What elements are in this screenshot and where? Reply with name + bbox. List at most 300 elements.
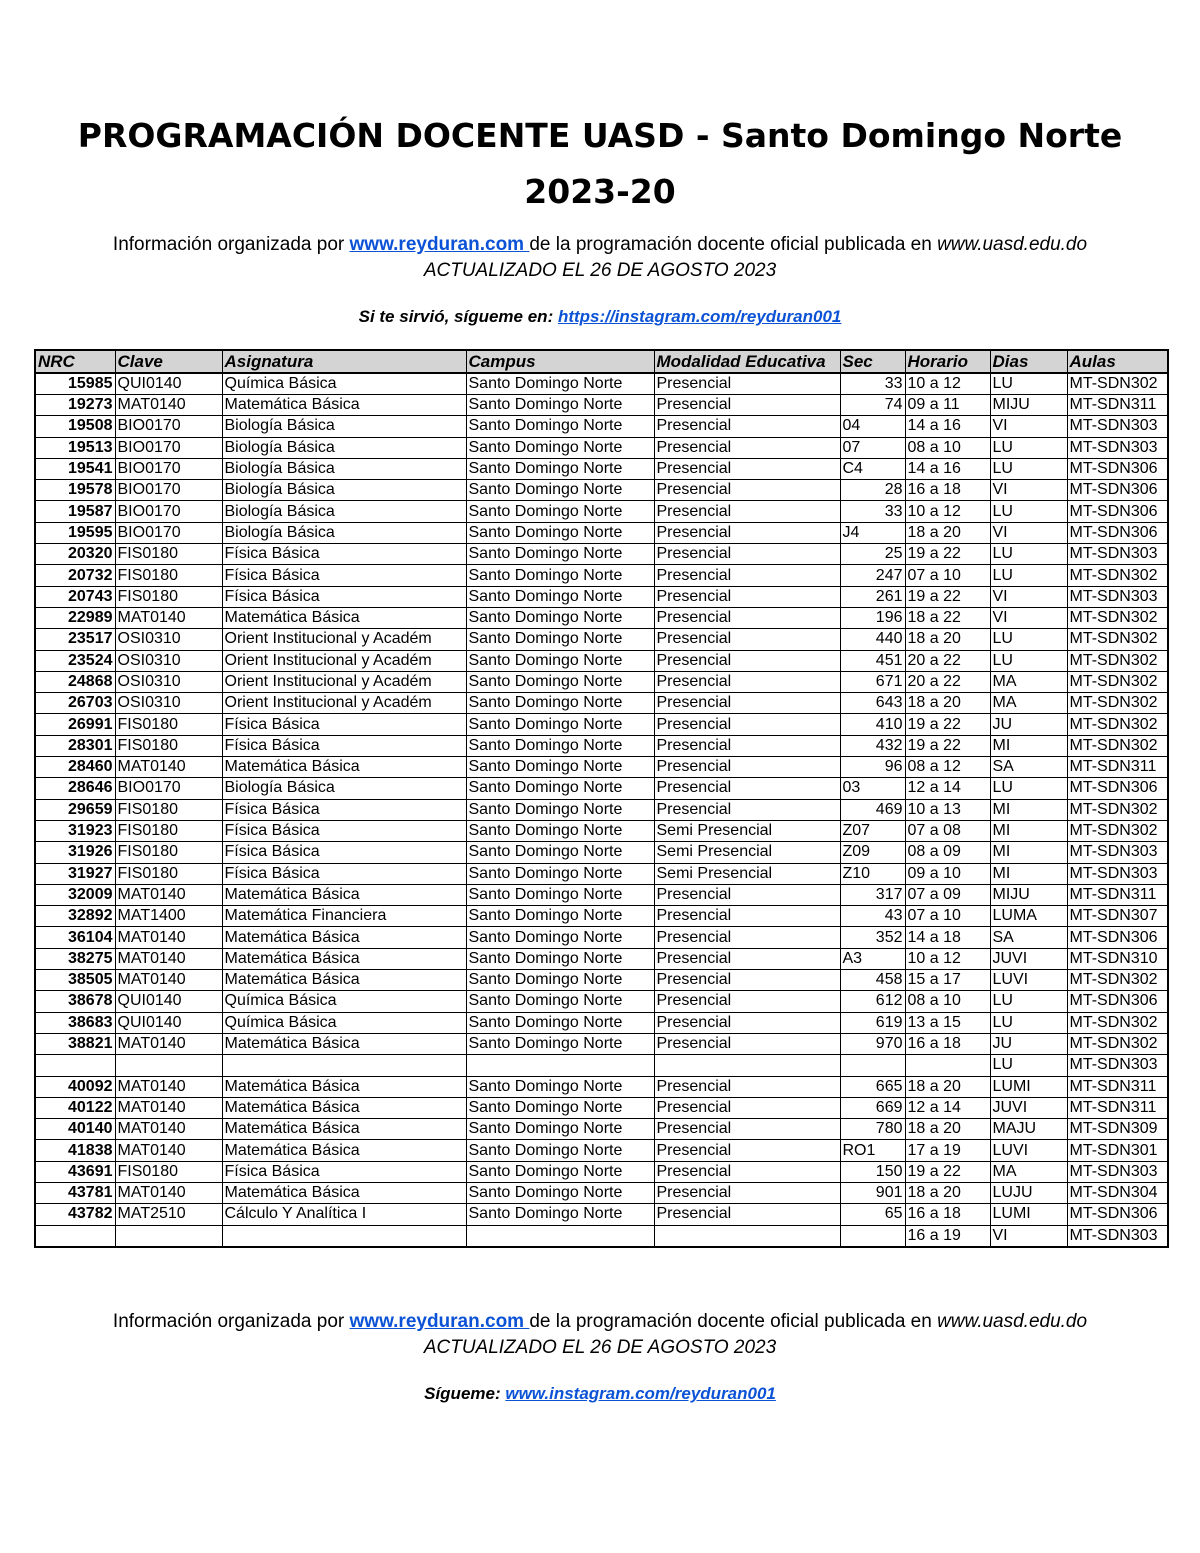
cell-aulas: MT-SDN303: [1067, 1055, 1168, 1076]
cell-sec: 612: [840, 991, 905, 1012]
cell-horario: 19 a 22: [905, 735, 990, 756]
title-line-2: 2023-20: [524, 172, 676, 211]
cell-aulas: MT-SDN303: [1067, 1161, 1168, 1182]
cell-asignatura: Biología Básica: [222, 437, 466, 458]
cell-modalidad: Presencial: [654, 927, 840, 948]
cell-horario: 18 a 20: [905, 693, 990, 714]
table-row: [35, 458, 1168, 479]
footer-follow-label: Sígueme:: [424, 1384, 506, 1403]
cell-aulas: MT-SDN303: [1067, 863, 1168, 884]
cell-dias: LU: [990, 458, 1067, 479]
cell-campus: Santo Domingo Norte: [466, 458, 654, 479]
cell-aulas: MT-SDN302: [1067, 1033, 1168, 1054]
cell-clave: MAT0140: [115, 395, 222, 416]
cell-aulas: MT-SDN302: [1067, 607, 1168, 628]
cell-horario: 19 a 22: [905, 586, 990, 607]
table-row: [35, 1161, 1168, 1182]
cell-modalidad: Presencial: [654, 416, 840, 437]
cell-dias: VI: [990, 480, 1067, 501]
cell-modalidad: Presencial: [654, 778, 840, 799]
table-row: [35, 395, 1168, 416]
cell-nrc: 38505: [35, 970, 115, 991]
cell-clave: MAT0140: [115, 1119, 222, 1140]
cell-modalidad: Presencial: [654, 757, 840, 778]
cell-campus: Santo Domingo Norte: [466, 1140, 654, 1161]
cell-horario: 16 a 18: [905, 480, 990, 501]
cell-asignatura: Física Básica: [222, 799, 466, 820]
table-row: [35, 906, 1168, 927]
table-row: [35, 970, 1168, 991]
cell-horario: 12 a 14: [905, 1097, 990, 1118]
column-header-asignatura: Asignatura: [222, 350, 466, 373]
cell-campus: Santo Domingo Norte: [466, 544, 654, 565]
cell-aulas: MT-SDN311: [1067, 1097, 1168, 1118]
cell-modalidad: Presencial: [654, 1161, 840, 1182]
cell-campus: Santo Domingo Norte: [466, 1012, 654, 1033]
cell-asignatura: Matemática Financiera: [222, 906, 466, 927]
cell-modalidad: Presencial: [654, 1012, 840, 1033]
cell-campus: Santo Domingo Norte: [466, 373, 654, 395]
cell-clave: FIS0180: [115, 1161, 222, 1182]
cell-clave: MAT0140: [115, 884, 222, 905]
cell-sec: 65: [840, 1204, 905, 1225]
cell-sec: Z10: [840, 863, 905, 884]
cell-horario: 07 a 10: [905, 565, 990, 586]
cell-asignatura: Matemática Básica: [222, 607, 466, 628]
cell-sec: 247: [840, 565, 905, 586]
cell-clave: BIO0170: [115, 522, 222, 543]
cell-campus: Santo Domingo Norte: [466, 671, 654, 692]
cell-asignatura: Orient Institucional y Académ: [222, 650, 466, 671]
table-row: [35, 757, 1168, 778]
cell-horario: 18 a 20: [905, 1076, 990, 1097]
cell-modalidad: Presencial: [654, 970, 840, 991]
cell-asignatura: Matemática Básica: [222, 1033, 466, 1054]
cell-horario: 07 a 09: [905, 884, 990, 905]
cell-horario: 10 a 12: [905, 373, 990, 395]
cell-dias: MIJU: [990, 884, 1067, 905]
cell-asignatura: [222, 1055, 466, 1076]
cell-asignatura: Física Básica: [222, 1161, 466, 1182]
cell-modalidad: Presencial: [654, 650, 840, 671]
cell-sec: 33: [840, 501, 905, 522]
cell-horario: 18 a 20: [905, 1119, 990, 1140]
cell-nrc: 19273: [35, 395, 115, 416]
updated-note: ACTUALIZADO EL 26 DE AGOSTO 2023: [423, 260, 777, 281]
cell-nrc: 15985: [35, 373, 115, 395]
cell-horario: 14 a 18: [905, 927, 990, 948]
cell-asignatura: Física Básica: [222, 820, 466, 841]
cell-dias: VI: [990, 586, 1067, 607]
cell-modalidad: Semi Presencial: [654, 863, 840, 884]
cell-aulas: MT-SDN302: [1067, 693, 1168, 714]
cell-dias: JUVI: [990, 1097, 1067, 1118]
cell-horario: 20 a 22: [905, 650, 990, 671]
cell-clave: FIS0180: [115, 714, 222, 735]
cell-aulas: MT-SDN307: [1067, 906, 1168, 927]
cell-asignatura: Química Básica: [222, 373, 466, 395]
cell-asignatura: Biología Básica: [222, 458, 466, 479]
cell-campus: Santo Domingo Norte: [466, 1119, 654, 1140]
cell-horario: 10 a 12: [905, 501, 990, 522]
cell-dias: JU: [990, 714, 1067, 735]
cell-sec: 451: [840, 650, 905, 671]
cell-clave: FIS0180: [115, 842, 222, 863]
cell-clave: MAT2510: [115, 1204, 222, 1225]
cell-nrc: 19587: [35, 501, 115, 522]
cell-sec: 96: [840, 757, 905, 778]
cell-modalidad: Presencial: [654, 1204, 840, 1225]
cell-dias: MI: [990, 820, 1067, 841]
cell-asignatura: Matemática Básica: [222, 1140, 466, 1161]
cell-horario: 08 a 12: [905, 757, 990, 778]
cell-nrc: 38821: [35, 1033, 115, 1054]
cell-dias: MA: [990, 671, 1067, 692]
cell-dias: LU: [990, 437, 1067, 458]
cell-aulas: MT-SDN311: [1067, 1076, 1168, 1097]
cell-sec: C4: [840, 458, 905, 479]
cell-asignatura: Química Básica: [222, 991, 466, 1012]
footer-uasd-site: www.uasd.edu.do: [937, 1311, 1088, 1332]
cell-horario: 10 a 13: [905, 799, 990, 820]
cell-aulas: MT-SDN303: [1067, 586, 1168, 607]
cell-asignatura: Biología Básica: [222, 501, 466, 522]
cell-horario: 18 a 20: [905, 1182, 990, 1203]
table-row: [35, 1033, 1168, 1054]
cell-clave: FIS0180: [115, 735, 222, 756]
cell-horario: 16 a 19: [905, 1225, 990, 1247]
cell-modalidad: Presencial: [654, 1119, 840, 1140]
cell-nrc: 26991: [35, 714, 115, 735]
cell-clave: FIS0180: [115, 863, 222, 884]
cell-clave: FIS0180: [115, 820, 222, 841]
cell-clave: MAT0140: [115, 1076, 222, 1097]
cell-dias: JUVI: [990, 948, 1067, 969]
cell-asignatura: Matemática Básica: [222, 395, 466, 416]
cell-campus: Santo Domingo Norte: [466, 565, 654, 586]
cell-campus: Santo Domingo Norte: [466, 1161, 654, 1182]
cell-modalidad: Presencial: [654, 373, 840, 395]
cell-asignatura: Biología Básica: [222, 778, 466, 799]
cell-modalidad: Presencial: [654, 1182, 840, 1203]
column-header-nrc: NRC: [35, 350, 115, 373]
cell-modalidad: Presencial: [654, 906, 840, 927]
cell-modalidad: Presencial: [654, 480, 840, 501]
cell-nrc: 19595: [35, 522, 115, 543]
cell-dias: VI: [990, 416, 1067, 437]
cell-horario: 16 a 18: [905, 1204, 990, 1225]
cell-clave: QUI0140: [115, 373, 222, 395]
cell-modalidad: Presencial: [654, 565, 840, 586]
cell-dias: LU: [990, 991, 1067, 1012]
cell-clave: BIO0170: [115, 437, 222, 458]
cell-dias: LU: [990, 373, 1067, 395]
cell-dias: LU: [990, 778, 1067, 799]
cell-asignatura: Física Básica: [222, 842, 466, 863]
cell-campus: Santo Domingo Norte: [466, 820, 654, 841]
footer-middle: de la programación docente oficial publicada en: [529, 1311, 938, 1332]
cell-clave: BIO0170: [115, 501, 222, 522]
cell-clave: MAT0140: [115, 927, 222, 948]
cell-clave: [115, 1055, 222, 1076]
cell-clave: FIS0180: [115, 586, 222, 607]
title-line-1: PROGRAMACIÓN DOCENTE UASD - Santo Domingo Norte: [77, 116, 1123, 155]
cell-modalidad: Presencial: [654, 799, 840, 820]
cell-dias: LU: [990, 650, 1067, 671]
cell-nrc: 19578: [35, 480, 115, 501]
table-row: [35, 991, 1168, 1012]
cell-sec: 03: [840, 778, 905, 799]
cell-dias: VI: [990, 1225, 1067, 1247]
table-row: [35, 1225, 1168, 1247]
cell-aulas: MT-SDN302: [1067, 629, 1168, 650]
cell-sec: 196: [840, 607, 905, 628]
cell-nrc: [35, 1055, 115, 1076]
cell-modalidad: Semi Presencial: [654, 842, 840, 863]
table-row: [35, 373, 1168, 395]
cell-dias: LU: [990, 1012, 1067, 1033]
cell-asignatura: Matemática Básica: [222, 948, 466, 969]
cell-dias: LUMA: [990, 906, 1067, 927]
table-row: [35, 565, 1168, 586]
header-follow: [0, 305, 1200, 329]
cell-modalidad: Presencial: [654, 991, 840, 1012]
cell-campus: Santo Domingo Norte: [466, 948, 654, 969]
cell-horario: 14 a 16: [905, 416, 990, 437]
cell-sec: 970: [840, 1033, 905, 1054]
cell-campus: Santo Domingo Norte: [466, 629, 654, 650]
cell-sec: 261: [840, 586, 905, 607]
cell-aulas: MT-SDN311: [1067, 884, 1168, 905]
cell-clave: BIO0170: [115, 778, 222, 799]
table-body: [35, 373, 1168, 1247]
cell-horario: 08 a 10: [905, 437, 990, 458]
cell-sec: Z09: [840, 842, 905, 863]
cell-aulas: MT-SDN302: [1067, 650, 1168, 671]
cell-sec: 28: [840, 480, 905, 501]
cell-aulas: MT-SDN311: [1067, 395, 1168, 416]
cell-horario: 19 a 22: [905, 544, 990, 565]
cell-nrc: 26703: [35, 693, 115, 714]
info-middle: de la programación docente oficial publicada en: [529, 234, 938, 255]
cell-nrc: 31923: [35, 820, 115, 841]
cell-horario: 15 a 17: [905, 970, 990, 991]
table-row: [35, 544, 1168, 565]
cell-asignatura: Química Básica: [222, 1012, 466, 1033]
cell-asignatura: Cálculo Y Analítica I: [222, 1204, 466, 1225]
cell-asignatura: Matemática Básica: [222, 927, 466, 948]
table-row: [35, 501, 1168, 522]
cell-campus: Santo Domingo Norte: [466, 735, 654, 756]
cell-aulas: MT-SDN303: [1067, 1225, 1168, 1247]
cell-modalidad: Presencial: [654, 586, 840, 607]
table-row: [35, 671, 1168, 692]
cell-dias: MIJU: [990, 395, 1067, 416]
cell-horario: 18 a 20: [905, 522, 990, 543]
cell-horario: 18 a 22: [905, 607, 990, 628]
cell-dias: VI: [990, 522, 1067, 543]
cell-aulas: MT-SDN306: [1067, 991, 1168, 1012]
cell-campus: Santo Domingo Norte: [466, 863, 654, 884]
cell-campus: [466, 1225, 654, 1247]
table-row: [35, 629, 1168, 650]
cell-campus: Santo Domingo Norte: [466, 416, 654, 437]
table-row: [35, 1140, 1168, 1161]
column-header-horario: Horario: [905, 350, 990, 373]
cell-campus: Santo Domingo Norte: [466, 693, 654, 714]
table-row: [35, 607, 1168, 628]
cell-aulas: MT-SDN302: [1067, 735, 1168, 756]
cell-campus: Santo Domingo Norte: [466, 395, 654, 416]
cell-aulas: MT-SDN306: [1067, 458, 1168, 479]
cell-asignatura: Biología Básica: [222, 416, 466, 437]
cell-clave: BIO0170: [115, 416, 222, 437]
cell-sec: 432: [840, 735, 905, 756]
cell-nrc: 31926: [35, 842, 115, 863]
cell-aulas: MT-SDN310: [1067, 948, 1168, 969]
cell-modalidad: Presencial: [654, 671, 840, 692]
cell-sec: 74: [840, 395, 905, 416]
follow-label: Si te sirvió, sígueme en:: [358, 307, 558, 326]
cell-asignatura: Matemática Básica: [222, 1119, 466, 1140]
reyduran-link[interactable]: www.reyduran.com: [349, 234, 530, 255]
cell-clave: MAT0140: [115, 607, 222, 628]
cell-campus: Santo Domingo Norte: [466, 1204, 654, 1225]
column-header-dias: Dias: [990, 350, 1067, 373]
cell-campus: Santo Domingo Norte: [466, 799, 654, 820]
cell-modalidad: Presencial: [654, 607, 840, 628]
cell-nrc: 28646: [35, 778, 115, 799]
cell-campus: Santo Domingo Norte: [466, 927, 654, 948]
cell-clave: OSI0310: [115, 671, 222, 692]
cell-nrc: 28301: [35, 735, 115, 756]
cell-campus: Santo Domingo Norte: [466, 607, 654, 628]
cell-aulas: MT-SDN306: [1067, 1204, 1168, 1225]
cell-clave: MAT0140: [115, 948, 222, 969]
cell-clave: BIO0170: [115, 480, 222, 501]
cell-sec: [840, 1225, 905, 1247]
table-row: [35, 586, 1168, 607]
cell-asignatura: Física Básica: [222, 735, 466, 756]
table-row: [35, 948, 1168, 969]
cell-asignatura: Física Básica: [222, 586, 466, 607]
cell-sec: 440: [840, 629, 905, 650]
cell-asignatura: Física Básica: [222, 863, 466, 884]
cell-sec: 665: [840, 1076, 905, 1097]
table-header-row: [35, 350, 1168, 373]
cell-modalidad: Presencial: [654, 458, 840, 479]
cell-horario: 20 a 22: [905, 671, 990, 692]
uasd-site: www.uasd.edu.do: [937, 234, 1088, 255]
cell-campus: Santo Domingo Norte: [466, 970, 654, 991]
cell-campus: Santo Domingo Norte: [466, 778, 654, 799]
cell-sec: Z07: [840, 820, 905, 841]
cell-aulas: MT-SDN306: [1067, 927, 1168, 948]
column-header-clave: Clave: [115, 350, 222, 373]
column-header-sec: Sec: [840, 350, 905, 373]
cell-horario: 18 a 20: [905, 629, 990, 650]
cell-nrc: 38275: [35, 948, 115, 969]
cell-nrc: 43782: [35, 1204, 115, 1225]
footer-updated-note: ACTUALIZADO EL 26 DE AGOSTO 2023: [423, 1337, 777, 1358]
footer-instagram-link[interactable]: www.instagram.com/reyduran001: [505, 1384, 776, 1403]
cell-modalidad: Presencial: [654, 629, 840, 650]
cell-campus: Santo Domingo Norte: [466, 586, 654, 607]
cell-sec: 04: [840, 416, 905, 437]
cell-asignatura: Biología Básica: [222, 522, 466, 543]
cell-campus: Santo Domingo Norte: [466, 991, 654, 1012]
footer-info: [0, 1309, 1200, 1361]
cell-sec: 458: [840, 970, 905, 991]
cell-sec: 410: [840, 714, 905, 735]
cell-campus: Santo Domingo Norte: [466, 884, 654, 905]
cell-dias: SA: [990, 927, 1067, 948]
cell-nrc: 32892: [35, 906, 115, 927]
cell-campus: Santo Domingo Norte: [466, 650, 654, 671]
cell-clave: OSI0310: [115, 629, 222, 650]
cell-dias: LUMI: [990, 1076, 1067, 1097]
footer-reyduran-link[interactable]: www.reyduran.com: [349, 1311, 530, 1332]
cell-nrc: 40140: [35, 1119, 115, 1140]
cell-nrc: 40122: [35, 1097, 115, 1118]
cell-asignatura: Orient Institucional y Académ: [222, 671, 466, 692]
table-row: [35, 1076, 1168, 1097]
cell-modalidad: Semi Presencial: [654, 820, 840, 841]
cell-nrc: 29659: [35, 799, 115, 820]
cell-asignatura: [222, 1225, 466, 1247]
table-row: [35, 437, 1168, 458]
cell-asignatura: Matemática Básica: [222, 1076, 466, 1097]
cell-dias: MAJU: [990, 1119, 1067, 1140]
cell-campus: Santo Domingo Norte: [466, 437, 654, 458]
instagram-link[interactable]: https://instagram.com/reyduran001: [557, 307, 842, 326]
cell-horario: 14 a 16: [905, 458, 990, 479]
cell-sec: 619: [840, 1012, 905, 1033]
cell-clave: MAT1400: [115, 906, 222, 927]
table-row: [35, 820, 1168, 841]
cell-clave: MAT0140: [115, 1097, 222, 1118]
cell-nrc: 43691: [35, 1161, 115, 1182]
cell-modalidad: [654, 1225, 840, 1247]
cell-clave: OSI0310: [115, 693, 222, 714]
cell-aulas: MT-SDN302: [1067, 671, 1168, 692]
cell-modalidad: Presencial: [654, 1076, 840, 1097]
cell-dias: LU: [990, 629, 1067, 650]
cell-dias: SA: [990, 757, 1067, 778]
cell-nrc: 31927: [35, 863, 115, 884]
column-header-modalidad: Modalidad Educativa: [654, 350, 840, 373]
cell-modalidad: Presencial: [654, 501, 840, 522]
cell-sec: 25: [840, 544, 905, 565]
cell-aulas: MT-SDN302: [1067, 714, 1168, 735]
cell-nrc: 22989: [35, 607, 115, 628]
cell-aulas: MT-SDN303: [1067, 842, 1168, 863]
cell-nrc: 20320: [35, 544, 115, 565]
cell-sec: 33: [840, 373, 905, 395]
cell-dias: LU: [990, 544, 1067, 565]
cell-modalidad: Presencial: [654, 522, 840, 543]
cell-clave: OSI0310: [115, 650, 222, 671]
cell-asignatura: Matemática Básica: [222, 1182, 466, 1203]
cell-campus: Santo Domingo Norte: [466, 1097, 654, 1118]
cell-aulas: MT-SDN306: [1067, 522, 1168, 543]
cell-aulas: MT-SDN306: [1067, 480, 1168, 501]
cell-modalidad: [654, 1055, 840, 1076]
cell-asignatura: Física Básica: [222, 565, 466, 586]
cell-modalidad: Presencial: [654, 693, 840, 714]
cell-nrc: 40092: [35, 1076, 115, 1097]
cell-nrc: [35, 1225, 115, 1247]
